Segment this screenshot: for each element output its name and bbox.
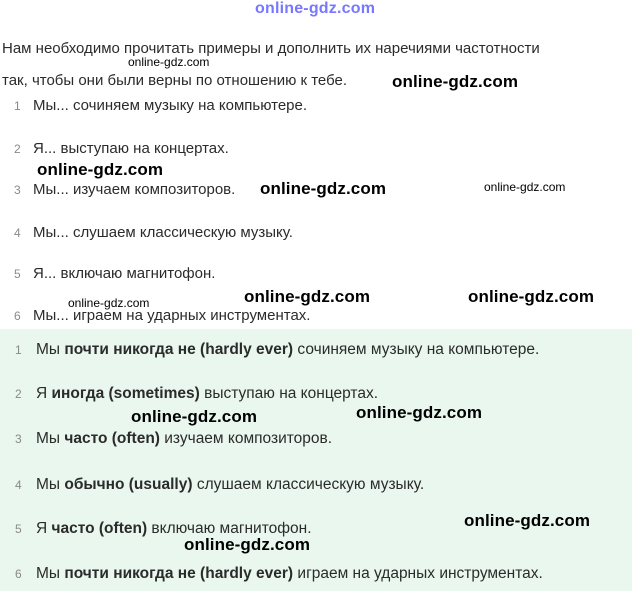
answers-panel [0,329,632,591]
answer-item [15,385,378,403]
answer-suffix: выступаю на концертах. [199,385,379,402]
task-line-2: так, чтобы они были верны по отношению к тебе. [2,72,348,89]
answer-suffix: сочиняем музыку на компьютере. [293,341,540,358]
watermark: online-gdz.com [244,287,371,306]
watermark: online-gdz.com [356,403,483,422]
watermark: online-gdz.com [484,180,566,194]
question-number: 5 [14,267,21,281]
answer-prefix: Мы [36,341,65,358]
answer-adverb: почти никогда не (hardly ever) [64,341,294,358]
question-number: 2 [14,142,21,156]
watermark: online-gdz.com [184,535,311,554]
watermark: online-gdz.com [131,407,258,426]
answer-item [15,341,539,359]
answer-number: 5 [15,522,22,536]
answer-number: 4 [15,478,22,492]
watermark: online-gdz.com [128,55,210,69]
answer-item [15,430,332,448]
answer-number: 2 [15,387,22,401]
watermark: online-gdz.com [468,287,595,306]
answer-prefix: Я [36,385,52,402]
answer-adverb: обычно (usually) [64,476,193,493]
task-line-1: Нам необходимо прочитать примеры и дополнить их наречиями частотности [2,40,540,57]
answer-number: 1 [15,343,22,357]
question-item [14,224,293,241]
answer-suffix: играем на ударных инструментах. [293,565,543,582]
question-text: Мы... изучаем композиторов. [33,181,236,198]
watermark: online-gdz.com [68,296,150,310]
question-item [14,265,215,282]
answer-number: 3 [15,432,22,446]
question-item [14,181,235,198]
answer-prefix: Мы [36,476,65,493]
answer-suffix: изучаем композиторов. [159,430,333,447]
question-text: Я... выступаю на концертах. [33,140,229,157]
answer-number: 6 [15,567,22,581]
answer-adverb: часто (often) [64,430,160,447]
watermark: online-gdz.com [37,160,164,179]
question-text: Я... включаю магнитофон. [33,265,216,282]
answer-item [15,565,543,583]
answer-suffix: включаю магнитофон. [147,520,312,537]
question-number: 4 [14,226,21,240]
answer-adverb: часто (often) [51,520,148,537]
answer-prefix: Мы [36,565,65,582]
answer-item [15,476,424,494]
question-number: 1 [14,99,21,113]
answer-adverb: почти никогда не (hardly ever) [64,565,294,582]
answer-prefix: Мы [36,430,65,447]
question-text: Мы... сочиняем музыку на компьютере. [33,97,308,114]
question-text: Мы... слушаем классическую музыку. [33,224,293,241]
task-instructions [2,33,630,97]
question-text: Мы... играем на ударных инструментах. [33,307,311,324]
watermark: online-gdz.com [260,179,387,198]
watermark: online-gdz.com [392,72,519,91]
question-item [14,140,229,157]
question-item [14,307,310,324]
question-number: 6 [14,309,21,323]
question-number: 3 [14,183,21,197]
question-item [14,97,307,114]
watermark: online-gdz.com [464,511,591,530]
answer-prefix: Я [36,520,52,537]
answer-suffix: слушаем классическую музыку. [192,476,425,493]
site-header-link[interactable]: online-gdz.com [255,0,376,17]
answer-adverb: иногда (sometimes) [51,385,200,402]
